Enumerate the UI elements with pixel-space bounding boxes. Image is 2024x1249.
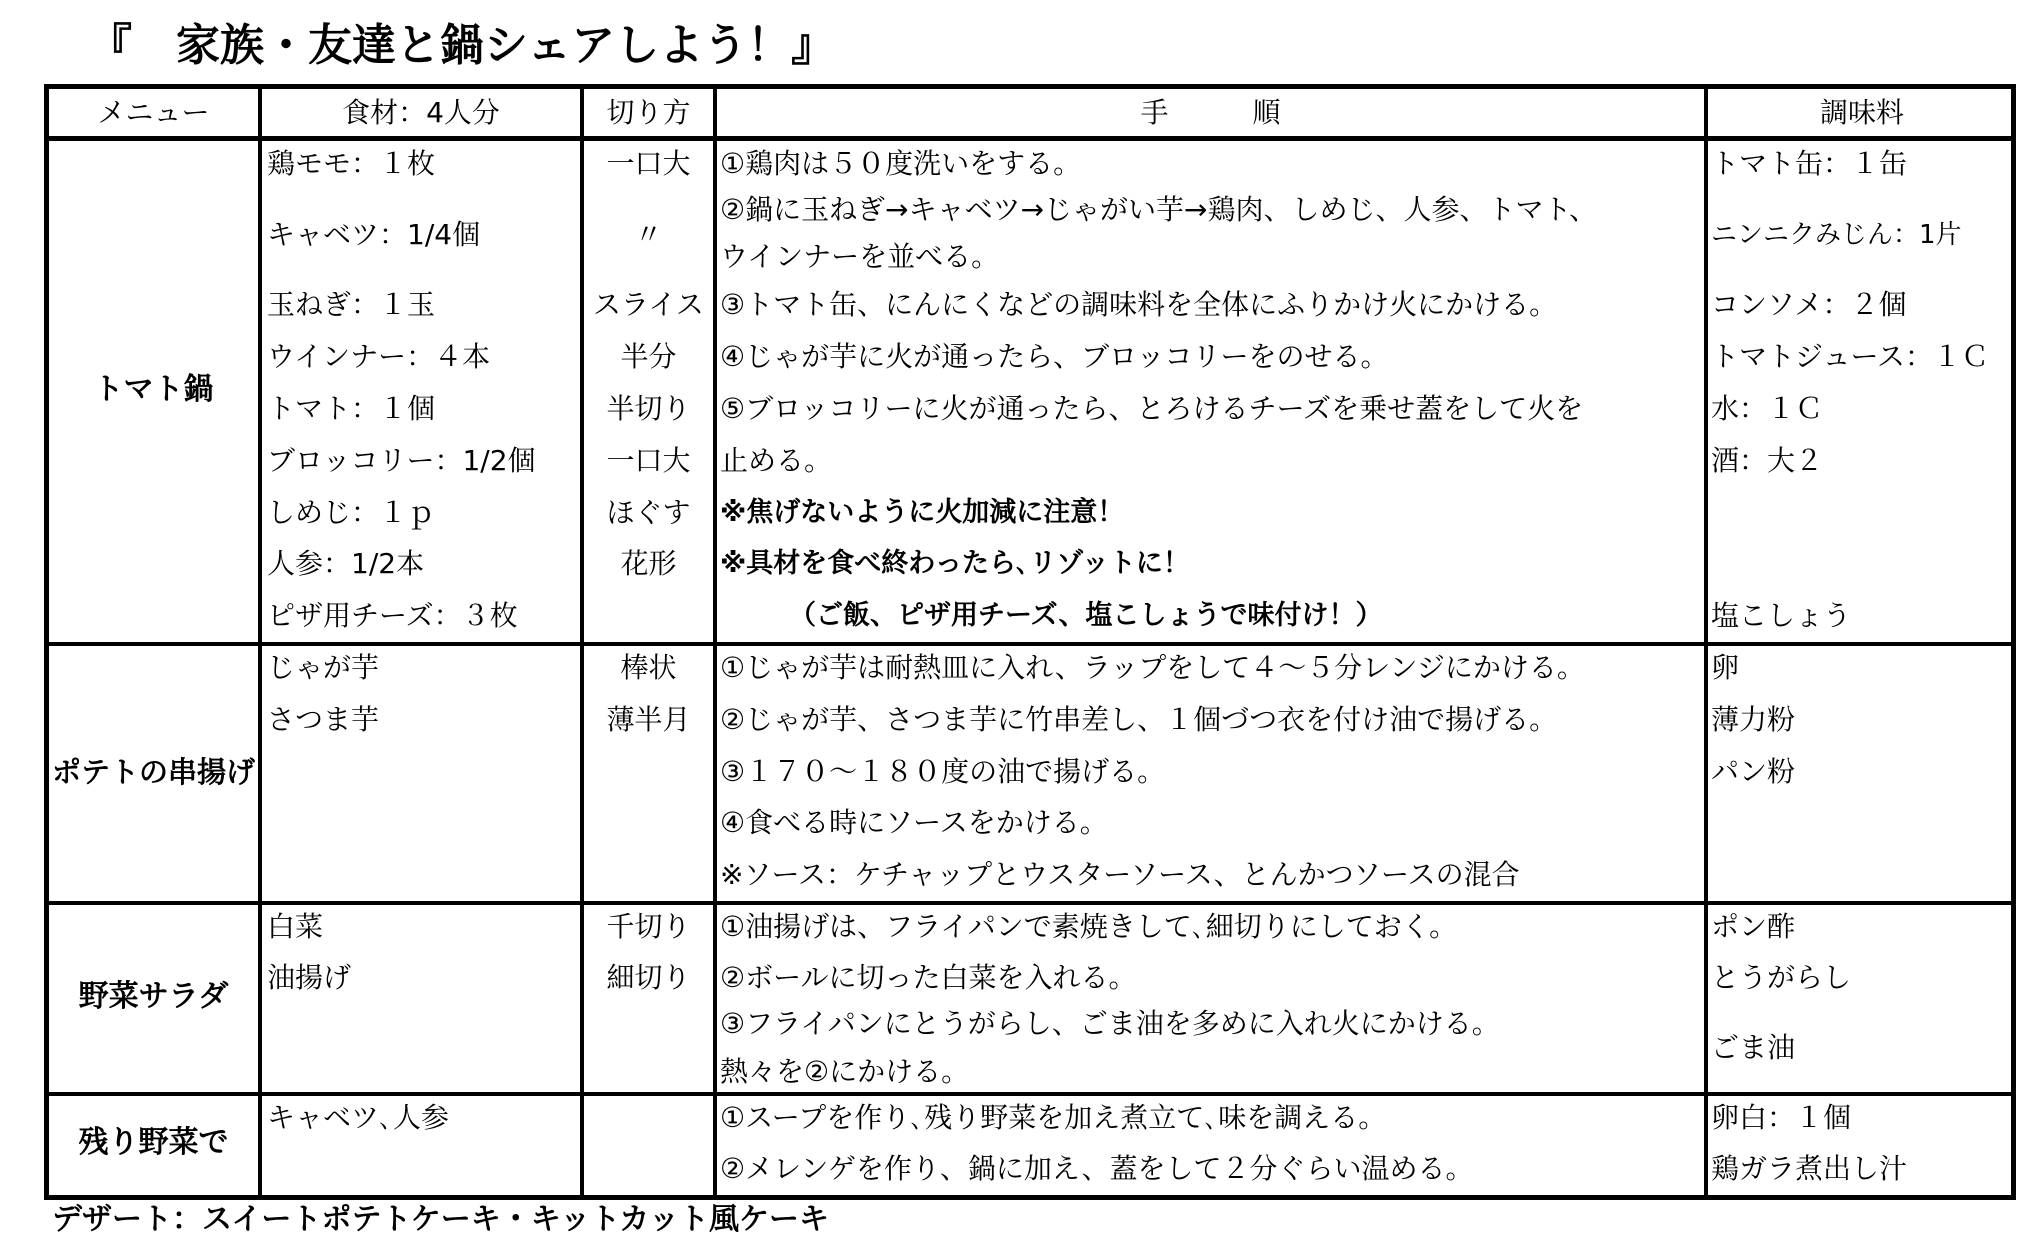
- step-line: ③フライパンにとうがらし、ごま油を多めに入れ火にかける。: [720, 1007, 1500, 1040]
- cut-item: 細切り: [606, 961, 691, 994]
- cut-item: 千切り: [606, 910, 691, 943]
- row-divider: [49, 642, 2011, 646]
- seasoning-item: パン粉: [1711, 755, 1796, 788]
- cut-item: ほぐす: [606, 496, 691, 529]
- ingredient-item: ウインナー：４本: [267, 340, 491, 373]
- header-ingredients: 食材：4人分: [342, 96, 500, 129]
- step-note: （ご飯、ピザ用チーズ、塩こしょうで味付け！）: [789, 600, 1383, 631]
- step-line: ②鍋に玉ねぎ→キャベツ→じゃがい芋→鶏肉、しめじ、人参、トマト、: [720, 193, 1597, 226]
- step-line: ②じゃが芋、さつま芋に竹串差し、１個づつ衣を付け油で揚げる。: [720, 703, 1558, 736]
- seasoning-item: 酒：大２: [1711, 444, 1824, 477]
- seasoning-item: ごま油: [1711, 1031, 1796, 1064]
- cut-item: 薄半月: [606, 703, 691, 736]
- seasoning-item: とうがらし: [1711, 961, 1852, 994]
- seasoning-item: コンソメ：２個: [1711, 288, 1907, 321]
- step-line: ①鶏肉は５０度洗いをする。: [720, 147, 1082, 180]
- seasoning-item: 卵白：１個: [1711, 1101, 1852, 1134]
- step-line: ④食べる時にソースをかける。: [720, 806, 1108, 839]
- seasoning-item: 鶏ガラ煮出し汁: [1711, 1152, 1908, 1185]
- ingredient-item: キャベツ､人参: [267, 1101, 450, 1134]
- cut-item: 一口大: [606, 147, 691, 180]
- step-line: ③１７０～１８０度の油で揚げる。: [720, 755, 1166, 788]
- ingredient-item: しめじ：１ｐ: [267, 496, 436, 529]
- step-line: ⑤ブロッコリーに火が通ったら、とろけるチーズを乗せ蓋をして火を: [720, 392, 1584, 425]
- header-menu: メニュー: [97, 96, 210, 129]
- ingredient-item: ピザ用チーズ：３枚: [267, 599, 518, 632]
- step-line: ※ソース：ケチャップとウスターソース、とんかつソースの混合: [720, 858, 1520, 891]
- seasoning-item: 塩こしょう: [1711, 599, 1852, 632]
- cut-item: 一口大: [606, 444, 691, 477]
- ingredient-item: 玉ねぎ：１玉: [267, 288, 436, 321]
- step-line: ②メレンゲを作り、鍋に加え、蓋をして２分ぐらい温める。: [720, 1152, 1474, 1185]
- ingredient-item: ブロッコリー：1/2個: [267, 444, 536, 477]
- recipe-table: [44, 84, 2016, 1200]
- ingredient-item: 油揚げ: [267, 961, 352, 994]
- ingredient-item: さつま芋: [267, 703, 380, 736]
- header-steps: 手 順: [1140, 96, 1281, 129]
- ingredient-item: 白菜: [267, 910, 324, 943]
- cut-item: 花形: [620, 547, 677, 580]
- seasoning-item: トマト缶：１缶: [1711, 147, 1908, 180]
- step-note: ※具材を食べ終わったら､リゾットに！: [720, 548, 1190, 579]
- step-line: ウインナーを並べる。: [720, 240, 1000, 273]
- step-line: ③トマト缶、にんにくなどの調味料を全体にふりかけ火にかける。: [720, 288, 1558, 321]
- ingredient-item: じゃが芋: [267, 651, 380, 684]
- cut-item: 半切り: [606, 392, 691, 425]
- seasoning-item: 卵: [1711, 651, 1740, 684]
- header-divider: [49, 136, 2011, 141]
- ingredient-item: 人参：1/2本: [267, 547, 425, 580]
- menu-name: 残り野菜で: [78, 1125, 229, 1160]
- step-line: ①油揚げは、フライパンで素焼きして､細切りにしておく。: [720, 910, 1458, 943]
- cut-item: 半分: [620, 340, 677, 373]
- step-line: 止める。: [720, 444, 833, 477]
- seasoning-item: 薄力粉: [1711, 703, 1796, 736]
- seasoning-item: トマトジュース：１Ｃ: [1711, 340, 1990, 373]
- cut-item: 棒状: [620, 651, 677, 684]
- step-note: ※焦げないように火加減に注意！: [720, 497, 1125, 528]
- ingredient-item: 鶏モモ：１枚: [267, 147, 436, 180]
- header-cut: 切り方: [606, 96, 691, 129]
- row-divider: [49, 1092, 2011, 1096]
- dessert-note: デザート：スイートポテトケーキ・キットカット風ケーキ: [52, 1202, 829, 1237]
- row-divider: [49, 901, 2011, 905]
- seasoning-item: 水：１Ｃ: [1711, 392, 1824, 425]
- header-seasoning: 調味料: [1819, 96, 1904, 129]
- ingredient-item: キャベツ：1/4個: [267, 218, 481, 251]
- menu-name: 野菜サラダ: [78, 979, 229, 1014]
- step-line: ②ボールに切った白菜を入れる。: [720, 961, 1137, 994]
- seasoning-item: ニンニクみじん：1片: [1711, 220, 1962, 250]
- menu-name: トマト鍋: [93, 372, 214, 407]
- step-line: ①スープを作り､残り野菜を加え煮立て､味を調える。: [720, 1101, 1387, 1134]
- ingredient-item: トマト：１個: [267, 392, 436, 425]
- menu-name: ポテトの串揚げ: [51, 755, 255, 789]
- step-line: ①じゃが芋は耐熱皿に入れ、ラップをして４～５分レンジにかける。: [720, 651, 1585, 684]
- step-line: 熱々を②にかける。: [720, 1055, 970, 1088]
- cut-item: 〃: [634, 218, 663, 251]
- step-line: ④じゃが芋に火が通ったら、ブロッコリーをのせる。: [720, 340, 1389, 373]
- seasoning-item: ポン酢: [1711, 910, 1796, 943]
- cut-item: スライス: [593, 288, 704, 321]
- page-title: 『 家族・友達と鍋シェアしよう！』: [88, 20, 836, 71]
